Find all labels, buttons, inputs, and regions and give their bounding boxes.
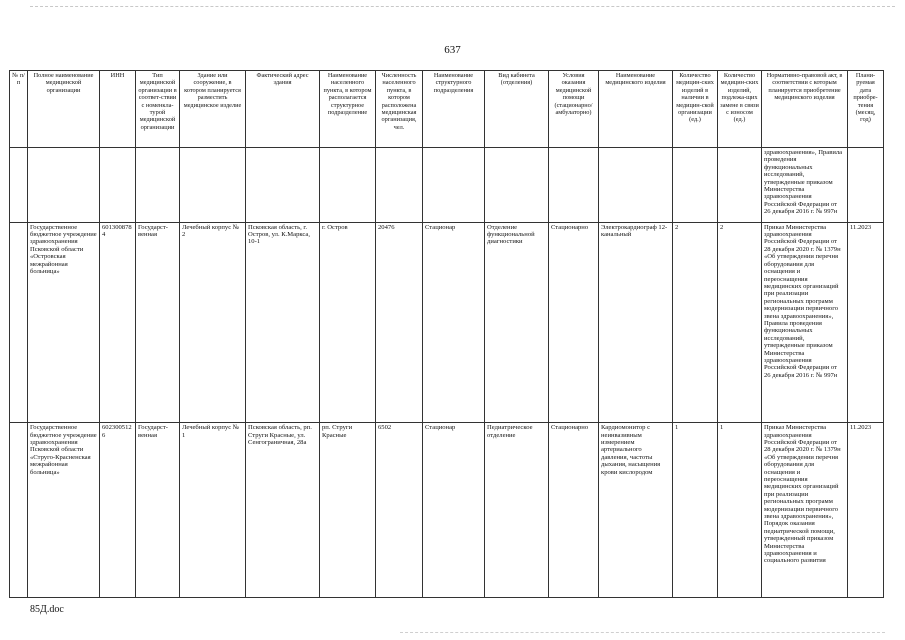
table-row (10, 423, 884, 598)
header-cell: Количество медицин-ских изделий в наличии в медицин-ской организации (ед.) (673, 71, 718, 148)
org-type: Государст-венная (136, 222, 180, 422)
file-name: 85Д.doc (30, 604, 64, 615)
header-cell: Тип медицинской организации в соответ-ствии с номенкла-турой медицинской организации (136, 71, 180, 148)
header-cell: Количество медицин-ских изделий, подлежа-щих замене в связи с износом (ед.) (718, 71, 762, 148)
address: Псковская область, г. Остров, ул. К.Маркса, 10-1 (246, 222, 320, 422)
org-name: Государственное бюджетное учреждение здравоохранения Псковской области «Струго-Красненская межрайонная больница» (28, 423, 100, 598)
header-cell: Наименование медицинского изделия (599, 71, 673, 148)
continuation-act-cell: здравоохранения», Правила проведения функциональных исследований, утвержденные приказом Министерства здравоохранения Российской Федерации от 26 декабря 2016 г. № 997н (762, 148, 848, 223)
inn: 6013008784 (100, 222, 136, 422)
equipment-table (9, 70, 884, 598)
top-border-line (30, 6, 895, 7)
header-cell: Здание или сооружение, в котором планируется разместить медицинское изделие (180, 71, 246, 148)
population: 6502 (376, 423, 423, 598)
structural-unit: Стационар (423, 222, 485, 422)
population: 20476 (376, 222, 423, 422)
building: Лечебный корпус № 2 (180, 222, 246, 422)
header-cell: Фактический адрес здания (246, 71, 320, 148)
planned-date: 11.2023 (848, 423, 884, 598)
bottom-border-line (400, 632, 885, 633)
org-name: Государственное бюджетное учреждение здравоохранения Псковской области «Островская межрайонная больница» (28, 222, 100, 422)
qty-replace: 1 (718, 423, 762, 598)
qty-available: 1 (673, 423, 718, 598)
table-header-row (10, 71, 884, 148)
cabinet-type: Отделение функциональной диагностики (485, 222, 549, 422)
header-cell: Наименование населенного пункта, в котором располагается структурное подразделение (320, 71, 376, 148)
header-cell: Нормативно-правовой акт, в соответствии с которым планируется приобретение медицинского изделия (762, 71, 848, 148)
cabinet-type: Педиатрическое отделение (485, 423, 549, 598)
device-name: Кардиомонитор с неинвазивным измерением артериального давления, частоты дыхания, насыщения крови кислородом (599, 423, 673, 598)
header-cell: ИНН (100, 71, 136, 148)
header-cell: Плани-руемая дата приобре-тения (месяц, год) (848, 71, 884, 148)
device-name: Электрокардиограф 12-канальный (599, 222, 673, 422)
locality: рп. Струги Красные (320, 423, 376, 598)
row-number (10, 423, 28, 598)
care-conditions: Стационарно (549, 222, 599, 422)
legal-act: Приказ Министерства здравоохранения Российской Федерации от 28 декабря 2020 г. № 1379н «Об утверждении перечня оборудования для оснащения и переоснащения медицинских организаций при реализации региональных программ модернизации первичного звена здравоохранения», Порядок оказания педиатрической помощи, утвержденный приказом Министерства здравоохранения и социального развития (762, 423, 848, 598)
building: Лечебный корпус № 1 (180, 423, 246, 598)
header-cell: Условия оказания медицинской помощи (стационарно/амбулаторно) (549, 71, 599, 148)
care-conditions: Стационарно (549, 423, 599, 598)
qty-available: 2 (673, 222, 718, 422)
qty-replace: 2 (718, 222, 762, 422)
legal-act: Приказ Министерства здравоохранения Российской Федерации от 28 декабря 2020 г. № 1379н «Об утверждении перечня оборудования для оснащения и переоснащения медицинских организаций при реализации региональных программ модернизации первичного звена здравоохранения», Правила проведения функциональных исследований, утвержденные приказом Министерства здравоохранения Российской Федерации от 26 декабря 2016 г. № 997н (762, 222, 848, 422)
header-cell: Полное наименование медицинской организации (28, 71, 100, 148)
table-row-continuation (10, 148, 884, 223)
row-number (10, 222, 28, 422)
address: Псковская область, рп. Струги Красные, ул. Сенгограничная, 28а (246, 423, 320, 598)
org-type: Государст-венная (136, 423, 180, 598)
table-row (10, 222, 884, 422)
structural-unit: Стационар (423, 423, 485, 598)
inn: 6023005126 (100, 423, 136, 598)
header-cell: Численность населенного пункта, в котором расположена медицинская организация, чел. (376, 71, 423, 148)
planned-date: 11.2023 (848, 222, 884, 422)
locality: г. Остров (320, 222, 376, 422)
header-cell: № п/п (10, 71, 28, 148)
header-cell: Вид кабинета (отделения) (485, 71, 549, 148)
header-cell: Наименование структурного подразделения (423, 71, 485, 148)
page-number: 637 (444, 44, 461, 56)
